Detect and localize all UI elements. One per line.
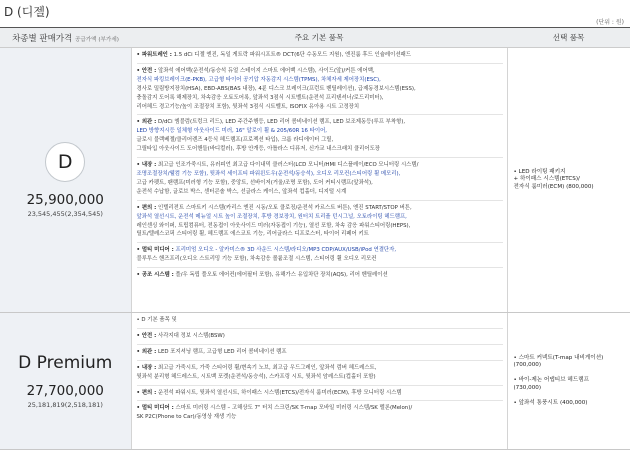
basic-item-line — [137, 76, 503, 85]
basic-item-line — [137, 51, 503, 60]
basic-item-line — [137, 94, 503, 103]
item-category: • 내장 : — [136, 162, 157, 169]
basic-item-line — [137, 400, 503, 413]
basic-item-line — [137, 63, 503, 76]
option-item: 전자식 룸미러(ECM) (800,000) — [513, 183, 594, 190]
page-title: D (디젤) — [4, 5, 50, 19]
option-item: (700,000) — [513, 362, 541, 369]
item-category: • 안전 : — [136, 67, 157, 74]
col-header-basic: 주요 기본 품목 — [131, 28, 507, 48]
basic-item-line — [137, 344, 503, 357]
trim-name: D — [45, 142, 85, 182]
trim-price: 27,700,000 — [26, 383, 104, 399]
item-text: 틸트/텔레스코픽 스티어링 휠, 헤드램프 에스코트 기능, 리어글라스 디프로스터, 타이어 리페어 키트 — [136, 231, 369, 238]
item-text: 레인센싱 와이퍼, 트립컴퓨터, 전동접이 아웃사이드 미러(자동접이 기능), 열선 포함, 차속 감응 파워스티어링(HEPS), — [136, 222, 411, 229]
basic-item-line — [137, 373, 503, 382]
trim-name: D Premium — [18, 353, 113, 373]
col-header-options: 선택 품목 — [507, 28, 630, 48]
basic-item-line — [137, 170, 503, 179]
basic-item-line — [137, 103, 503, 112]
item-text: D/dCi 엠블럼(트렁크 리드), LED 주간주행등, LED 리어 콤비네이션 램프, LED 보조제동등(루프 부착형), — [156, 119, 406, 126]
basic-item-line — [137, 385, 503, 398]
trim-price-breakdown: 25,181,819(2,518,181) — [27, 401, 103, 409]
item-category: • 멀티 미디어 : — [136, 405, 174, 412]
basic-item-line — [137, 157, 503, 170]
basic-item-line — [137, 328, 503, 341]
trim-price-breakdown: 23,545,455(2,354,545) — [27, 210, 103, 218]
item-text: 스마트 미러링 시스템 – 고해상도 7" 터치 스크린/SK T-map 모바일 미러링 시스템/SK 멜론(Melon)/ — [173, 405, 413, 412]
basic-item-line — [137, 127, 503, 136]
item-text: 앞좌석 에어백(운전석/동승석 듀얼 스테이지 스마트 에어백 시스템), 사이드(앞)/커튼 에어백, — [156, 67, 375, 74]
trim-row — [0, 313, 630, 450]
option-item: • 바이-제논 어댑티브 헤드램프 — [513, 377, 589, 384]
col-header-price-sub: 공급가액 (부가세) — [74, 36, 119, 43]
item-category: • 외관 : — [136, 119, 157, 126]
item-text: 사각지대 정보 시스템(BSW) — [156, 332, 225, 339]
item-text: 리어헤드 경고기능/높이 조절장치 포함), 뒷좌석 3점식 시트벨트, ISOFIX 유아용 시트 고정장치 — [136, 103, 360, 110]
item-text: 최고급 가죽시트, 가죽 스티어링 휠/변속기 노브, 최고급 우드그레인, 앞좌석 럼버 헤드레스트, — [156, 364, 377, 371]
item-text: 인텔리전트 스마트키 시스템(카리스 엔진 시동/오토 클로징/운전석 카르스트 버튼), 엔진 START/STOP 버튼, — [156, 204, 412, 211]
basic-item-line — [137, 85, 503, 94]
item-text: SK P2C(Phone to Car)/동영상 재생 기능 — [136, 414, 237, 421]
item-text: 운전석 파워시트, 뒷좌석 열선시트, 하이패스 시스템(ETCS)/전자식 룸미러(ECM), 후방 모니터링 시스템 — [156, 389, 402, 396]
item-category: • 공조 시스템 : — [136, 272, 174, 279]
item-text: 앞좌석 열선시트, 운전석 메뉴얼 시트 높이 조절장치, 후방 경보장치, 원터치 트리플 턴시그널, 오토라이팅 헤드램프, — [136, 213, 407, 220]
option-item: (730,000) — [513, 384, 541, 391]
unit-label: (단위 : 원) — [596, 19, 624, 26]
basic-item-line — [137, 200, 503, 213]
basic-item-line — [137, 114, 503, 127]
option-item: + 하이패스 시스템(ETCS)/ — [513, 176, 580, 183]
basic-item-line — [137, 242, 503, 255]
item-text: 글로시 블랙베젤/클리어렌즈 4등식 헤드램프(프로젝션 타입), 크롬 라디에이터 그릴, — [136, 137, 334, 144]
option-item: • 앞좌석 통풍시트 (400,000) — [513, 399, 588, 406]
item-text: 고급 카펫트, 팬램프(미러형 기능 포함), 중앙트, 선바이저(거울/조명 포함), 도어 커티시램프(앞좌석), — [136, 179, 373, 186]
item-category: • 외관 : — [136, 348, 157, 355]
item-text: 프리미엄 오디오 - 알카미스® 3D 사운드 시스템/라디오/MP3 CDP/AUX/USB/iPod 연결단자, — [173, 247, 397, 254]
item-text: 블루투스 핸즈프리(오디오 스트리밍 기능 포함), 차속감응 볼륨조절 시스템, 스티어링 휠 오디오 리모컨 — [136, 256, 377, 263]
basic-item-line — [137, 413, 503, 422]
trim-price-cell — [0, 313, 131, 450]
basic-item-line — [137, 316, 503, 325]
item-category: • 편의 : — [136, 389, 157, 396]
option-item: • LED 라이팅 패키지 — [513, 169, 566, 176]
item-category: • 내장 : — [136, 364, 157, 371]
basic-item-line — [137, 145, 503, 154]
item-text: 경사로 밀림방지장치(HSA), EBD-ABS(BAS 내장), 4륜 디스크 브레이크(프런트 벤틸레이션), 급제동경보시스템(ESS), — [136, 85, 416, 92]
item-text: 최고급 인조가죽시트, 유러피언 최고급 다이내믹 클러스터(LCD 모니터/HMI 디스플레이/ECO 모니터링 시스템/ — [156, 162, 419, 169]
item-text: LED 포지셔닝 램프, 고급형 LED 리어 콤비네이션 램프 — [156, 348, 287, 355]
col-header-price — [0, 28, 131, 48]
item-category: • 편의 : — [136, 204, 157, 211]
item-text: 풀/우 독립 풀오토 에어컨(에어필터 포함), 유해가스 유입차단 장치(AQS), 리어 벤틸레이션 — [173, 272, 388, 279]
basic-item-line — [137, 360, 503, 373]
trim-price: 25,900,000 — [26, 192, 104, 208]
item-text: 전자식 파킹브레이크(E-PKB), 고급형 타이어 공기압 자동감지 시스템(TPMS), 차체자세 제어장치(ESC), — [136, 76, 381, 83]
item-text: 그릴타입 아웃사이드 도어핸들(바디컬러), 후방 안개등, 아틀라스 디퓨저, 신가교 내스크래치 클리어도장 — [136, 146, 380, 153]
item-category: • 멀티 미디어 : — [136, 247, 174, 254]
basic-item-line — [137, 213, 503, 222]
options-cell — [507, 48, 630, 313]
item-text: LED 방향지시등 일체형 아웃사이드 미러, 16" 알로이 휠 & 205/60R 16 타이어, — [136, 128, 328, 135]
item-category: • 안전 : — [136, 332, 157, 339]
item-text: 1.5 dCi 디젤 엔진, 독일 게트락 파워시프트® DCT(6단 수동모드 지원), 엔진룸 후드 인슐레이션패드 — [171, 52, 411, 58]
basic-item-line — [137, 222, 503, 231]
item-text: 뒷좌석 분리형 헤드레스트, 시트백 포켓(운전석/동승석), 스카프링 시트, 뒷좌석 암레스트(컵홀더 포함) — [136, 373, 376, 380]
basic-item-line — [137, 179, 503, 188]
options-cell — [507, 313, 630, 450]
basic-item-line — [137, 267, 503, 280]
basic-items-cell — [131, 313, 507, 450]
trim-price-cell — [0, 48, 131, 313]
basic-items-cell — [131, 48, 507, 313]
item-category: • 파워트레인 : — [136, 52, 172, 58]
item-text: • D 기본 품목 및 — [136, 317, 177, 323]
basic-item-line — [137, 255, 503, 264]
item-text: 운전석 수납함, 글로브 박스, 센터콘솔 박스, 선글라스 케이스, 앞좌석 컵홀더, 디지털 시계 — [136, 188, 347, 195]
basic-item-line — [137, 230, 503, 239]
price-table — [0, 27, 630, 450]
option-item: • 스마트 커넥트(T-map 내비게이션) — [513, 354, 604, 361]
trim-row — [0, 48, 630, 313]
basic-item-line — [137, 188, 503, 197]
item-text: 조명조절장치/웰컴 기능 포함), 뒷좌석 세이프티 파워윈도우(운전석/동승석), 오디오 리모컨(스티어링 휠 메모리), — [136, 170, 401, 177]
col-header-price-main: 차종별 판매가격 — [12, 33, 73, 44]
item-text: 충돌감지 도어록 해제장치, 차속감응 오토도어록, 앞좌석 3점식 시트벨트(운전석 프리텐셔너/로드리미터), — [136, 94, 384, 101]
basic-item-line — [137, 136, 503, 145]
